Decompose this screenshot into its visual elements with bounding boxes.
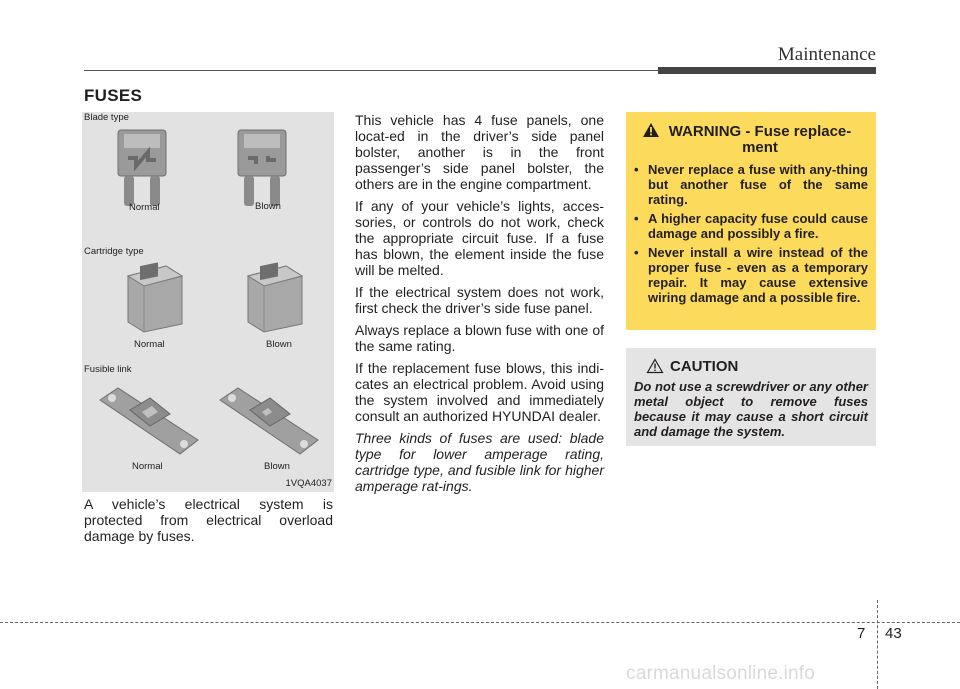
warning-list bbox=[634, 162, 868, 309]
chapter-number: 7 bbox=[857, 625, 866, 642]
body-paragraph: If the replacement fuse blows, this indi-cates an electrical problem. Avoid using the system involved and immediately consult an authorized HYUNDAI dealer. bbox=[355, 360, 604, 424]
intro-paragraph: A vehicle’s electrical system is protected from electrical overload damage by fuses. bbox=[84, 496, 333, 544]
blade-type-label: Blade type bbox=[84, 112, 129, 123]
fusible-normal-caption: Normal bbox=[132, 461, 163, 472]
watermark: carmanualsonline.info bbox=[626, 663, 816, 684]
warning-item: • A higher capacity fuse could cause damage and possibly a fire. bbox=[634, 211, 868, 241]
footer-rule bbox=[0, 622, 960, 623]
warning-box bbox=[626, 112, 876, 330]
body-column bbox=[355, 112, 604, 500]
page-header-title: Maintenance bbox=[777, 44, 876, 65]
cartridge-fuse-blown-image bbox=[242, 262, 308, 334]
cartridge-fuse-normal-image bbox=[122, 262, 188, 334]
fuse-figure bbox=[82, 112, 334, 492]
body-paragraph: Always replace a blown fuse with one of the same rating. bbox=[355, 322, 604, 354]
figure-code: 1VQA4037 bbox=[285, 478, 332, 489]
header-rule bbox=[84, 70, 662, 71]
blade-fuse-normal-image bbox=[114, 128, 170, 210]
caution-triangle-icon bbox=[646, 358, 664, 374]
fusible-link-normal-image bbox=[96, 384, 202, 468]
body-paragraph: If the electrical system does not work, first check the driver’s side fuse panel. bbox=[355, 284, 604, 316]
page-number: 43 bbox=[885, 625, 902, 642]
header-bar bbox=[658, 67, 876, 74]
fusible-link-blown-image bbox=[216, 384, 322, 468]
caution-title: CAUTION bbox=[670, 358, 739, 375]
fusible-link-label: Fusible link bbox=[84, 364, 132, 375]
fusible-blown-caption: Blown bbox=[264, 461, 290, 472]
blade-fuse-blown-image bbox=[234, 128, 290, 210]
caution-box bbox=[626, 348, 876, 446]
blade-normal-caption: Normal bbox=[129, 202, 160, 213]
cartridge-blown-caption: Blown bbox=[266, 339, 292, 350]
cartridge-normal-caption: Normal bbox=[134, 339, 165, 350]
warning-title: WARNING - Fuse replace-ment bbox=[668, 123, 852, 156]
caution-text: Do not use a screwdriver or any other metal object to remove fuses because it may cause a short circuit and damage the system. bbox=[634, 379, 868, 439]
body-paragraph: This vehicle has 4 fuse panels, one locat-ed in the driver’s side panel bolster, another is in the front passenger’s side panel bolster, the others are in the engine compartment. bbox=[355, 112, 604, 192]
warning-item: • Never replace a fuse with any-thing but another fuse of the same rating. bbox=[634, 162, 868, 207]
section-heading: FUSES bbox=[84, 86, 143, 105]
blade-blown-caption: Blown bbox=[255, 201, 281, 212]
body-paragraph: If any of your vehicle’s lights, acces-sories, or controls do not work, check the appropriate circuit fuse. If a fuse has blown, the element inside the fuse will be melted. bbox=[355, 198, 604, 278]
fuse-types-note: Three kinds of fuses are used: blade type for lower amperage rating, cartridge type, and fusible link for higher amperage rat-ings. bbox=[355, 430, 604, 494]
cartridge-type-label: Cartridge type bbox=[84, 246, 144, 257]
warning-item: • Never install a wire instead of the proper fuse - even as a temporary repair. It may cause extensive wiring damage and a possible fire. bbox=[634, 245, 868, 305]
footer-divider bbox=[877, 600, 878, 689]
warning-triangle-icon bbox=[642, 122, 660, 138]
